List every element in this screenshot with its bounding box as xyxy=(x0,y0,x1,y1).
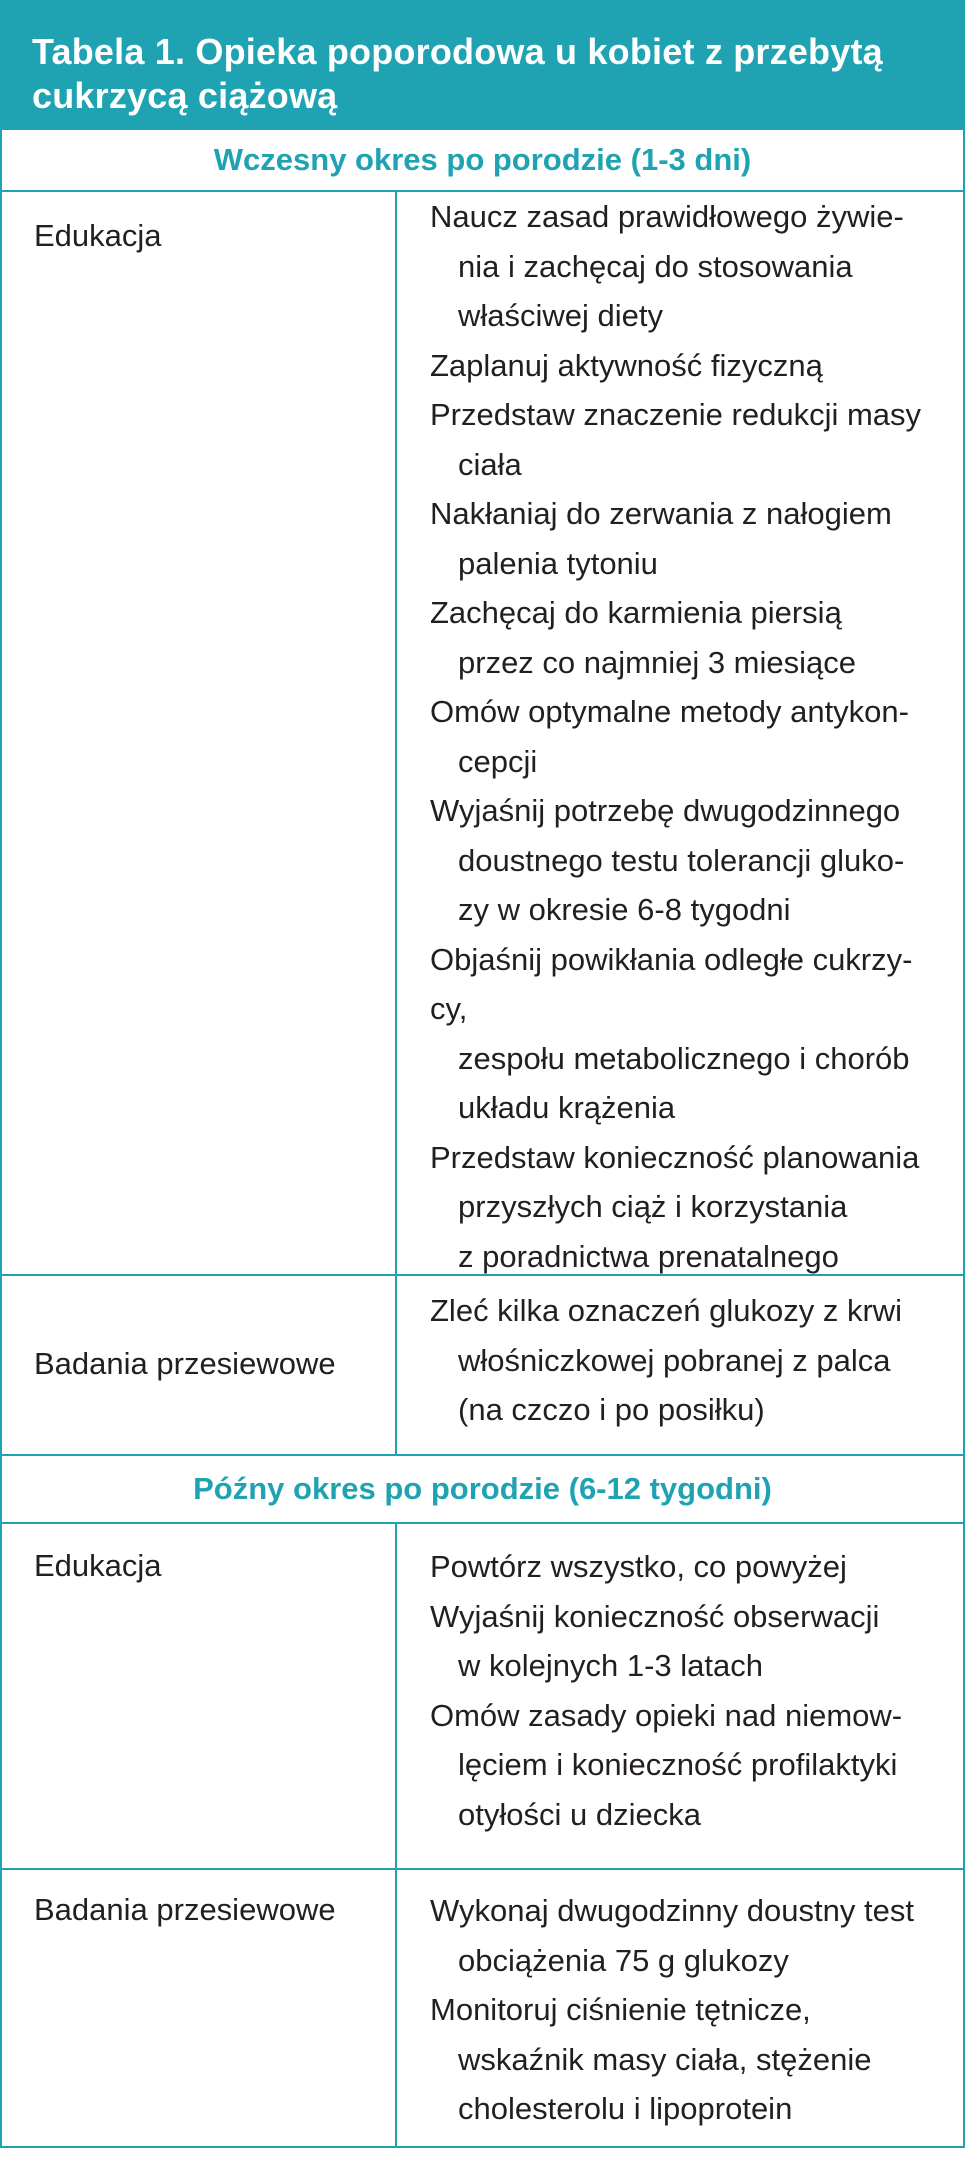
list-item: Wyjaśnij konieczność obserwacji xyxy=(430,1598,880,1634)
list-item: Nakłaniaj do zerwania z nałogiem xyxy=(430,496,892,531)
table-title xyxy=(2,2,963,130)
list-item: lęciem i konieczność profilaktyki xyxy=(458,1747,898,1782)
row-items xyxy=(430,1542,937,1839)
column-divider xyxy=(395,1276,397,1454)
list-item: Zachęcaj do karmienia piersią xyxy=(430,595,842,630)
list-item: Objaśnij powikłania odległe cukrzy- xyxy=(430,941,913,977)
row-label: Edukacja xyxy=(34,1548,162,1583)
list-item: cepcji xyxy=(458,743,538,779)
column-divider xyxy=(395,1870,397,2148)
list-item: właściwej diety xyxy=(458,298,664,333)
row-items xyxy=(430,192,937,1281)
list-item: Naucz zasad prawidłowego żywie- xyxy=(430,199,904,234)
list-item: (na czczo i po posiłku) xyxy=(458,1392,765,1427)
list-item: obciążenia 75 g glukozy xyxy=(458,1942,789,1978)
table-row-late-education xyxy=(2,1524,963,1870)
list-item: wskaźnik masy ciała, stężenie xyxy=(458,2041,872,2077)
list-item: Wyjaśnij potrzebę dwugodzinnego xyxy=(430,793,901,828)
list-item: zy w okresie 6-8 tygodni xyxy=(458,892,791,927)
table-row-late-screening xyxy=(2,1870,963,2148)
list-item: otyłości u dziecka xyxy=(458,1796,701,1832)
list-item: Wykonaj dwugodzinny doustny test xyxy=(430,1893,914,1928)
row-label: Badania przesiewowe xyxy=(34,1346,336,1381)
list-item: Monitoruj ciśnienie tętnicze, xyxy=(430,1992,811,2027)
row-label: Edukacja xyxy=(34,218,162,253)
list-item: ciała xyxy=(458,446,522,482)
list-item: Zaplanuj aktywność fizyczną xyxy=(430,347,823,383)
list-item: doustnego testu tolerancji gluko- xyxy=(458,842,905,878)
section-header-early: Wczesny okres po porodzie (1-3 dni) xyxy=(2,130,963,192)
table-title-line-1: Tabela 1. Opieka poporodowa u kobiet z przebytą xyxy=(32,31,883,72)
list-item: z poradnictwa prenatalnego xyxy=(458,1238,839,1274)
table-row-early-screening xyxy=(2,1276,963,1456)
table-title-line-2: cukrzycą ciążową xyxy=(32,75,338,116)
list-item: cholesterolu i lipoprotein xyxy=(458,2091,793,2126)
column-divider xyxy=(395,192,397,1274)
column-divider xyxy=(395,1524,397,1868)
row-items xyxy=(430,1286,937,1435)
list-item: palenia tytoniu xyxy=(458,545,658,581)
list-item: zespołu metabolicznego i chorób xyxy=(458,1040,910,1076)
section-header-late: Późny okres po porodzie (6-12 tygodni) xyxy=(2,1456,963,1524)
list-item: Przedstaw konieczność planowania xyxy=(430,1139,920,1175)
list-item: włośniczkowej pobranej z palca xyxy=(458,1342,891,1378)
list-item: Powtórz wszystko, co powyżej xyxy=(430,1549,847,1584)
row-items xyxy=(430,1886,937,2134)
list-item: Zleć kilka oznaczeń glukozy z krwi xyxy=(430,1293,903,1328)
list-item: cy, xyxy=(430,991,468,1026)
list-item: Przedstaw znaczenie redukcji masy xyxy=(430,397,922,432)
list-item: Omów zasady opieki nad niemow- xyxy=(430,1697,903,1733)
list-item: przez co najmniej 3 miesiące xyxy=(458,644,857,680)
row-label: Badania przesiewowe xyxy=(34,1892,336,1927)
list-item: Omów optymalne metody antykon- xyxy=(430,694,909,729)
list-item: przyszłych ciąż i korzystania xyxy=(458,1189,848,1224)
list-item: w kolejnych 1-3 latach xyxy=(458,1648,763,1683)
list-item: nia i zachęcaj do stosowania xyxy=(458,248,853,284)
list-item: układu krążenia xyxy=(458,1090,676,1125)
table-row-early-education xyxy=(2,192,963,1276)
